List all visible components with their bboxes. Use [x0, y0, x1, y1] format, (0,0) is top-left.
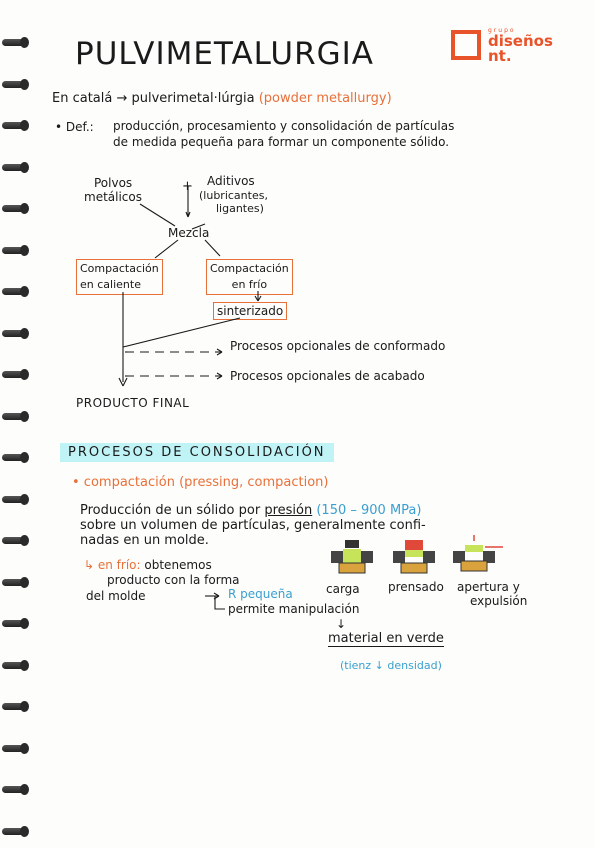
stage-load-label: carga	[326, 582, 360, 596]
hot-1: Compactación	[80, 262, 159, 275]
opt-finishing: Procesos opcionales de acabado	[230, 369, 425, 383]
final-product: PRODUCTO FINAL	[76, 396, 190, 410]
logo-line2: nt.	[488, 47, 512, 65]
down-arrow: ↓	[336, 617, 347, 631]
def-label: • Def.:	[55, 120, 94, 134]
intro-catalan: pulverimetal·lúrgia	[131, 91, 255, 106]
logo-line1: diseños	[488, 32, 553, 50]
stage-eject-icon	[453, 535, 503, 571]
powders-2: metálicos	[84, 190, 142, 204]
para-line2: sobre un volumen de partículas, generalmente confi-	[80, 518, 426, 533]
opt-forming: Procesos opcionales de conformado	[230, 339, 446, 353]
green-note: (tienz ↓ densidad)	[340, 659, 442, 672]
powders-1: Polvos	[94, 176, 133, 190]
p1-c: (150 – 900 MPa)	[316, 503, 422, 518]
cold-2: en frío	[231, 278, 268, 291]
cold-line3: del molde	[86, 589, 146, 603]
compaction-stages-illustration	[325, 535, 525, 585]
stage-press-label: prensado	[388, 580, 444, 594]
sinter-box: sinterizado	[213, 302, 287, 320]
cold-a: obtenemos	[144, 558, 212, 572]
p1-b: presión	[264, 503, 313, 518]
mix-label: Mezcla	[168, 226, 210, 240]
cold-r: R pequeña	[228, 587, 293, 601]
additives-1: Aditivos	[207, 174, 255, 188]
section-heading: PROCESOS DE CONSOLIDACIÓN	[60, 443, 334, 462]
page-title: PULVIMETALURGIA	[75, 36, 374, 72]
cold-1: Compactación	[210, 262, 289, 275]
def-line2: de medida pequeña para formar un componente sólido.	[113, 135, 450, 149]
plus-sign: +	[182, 179, 193, 194]
cold-m: permite manipulación	[228, 602, 360, 616]
section-bullet: • compactación (pressing, compaction)	[72, 475, 329, 490]
stage-eject-label: apertura y	[457, 580, 520, 594]
intro-prefix: En catalá →	[52, 91, 128, 106]
hot-2: en caliente	[80, 278, 141, 291]
logo-top: grupo	[488, 27, 516, 34]
stage-eject-label-2: expulsión	[470, 594, 528, 608]
additives-2: (lubricantes,	[199, 189, 268, 202]
stage-press-icon	[393, 540, 435, 573]
def-line1: producción, procesamiento y consolidación de partículas	[113, 119, 455, 133]
para-line3: nadas en un molde.	[80, 533, 209, 548]
green-material: material en verde	[328, 631, 444, 646]
additives-3: ligantes)	[216, 202, 264, 215]
cold-label: ↳ en frío:	[84, 558, 141, 572]
p1-a: Producción de un sólido por	[80, 503, 261, 518]
cold-line2: producto con la forma	[107, 573, 240, 587]
stage-load-icon	[331, 540, 373, 573]
intro-english: (powder metallurgy)	[258, 91, 392, 106]
